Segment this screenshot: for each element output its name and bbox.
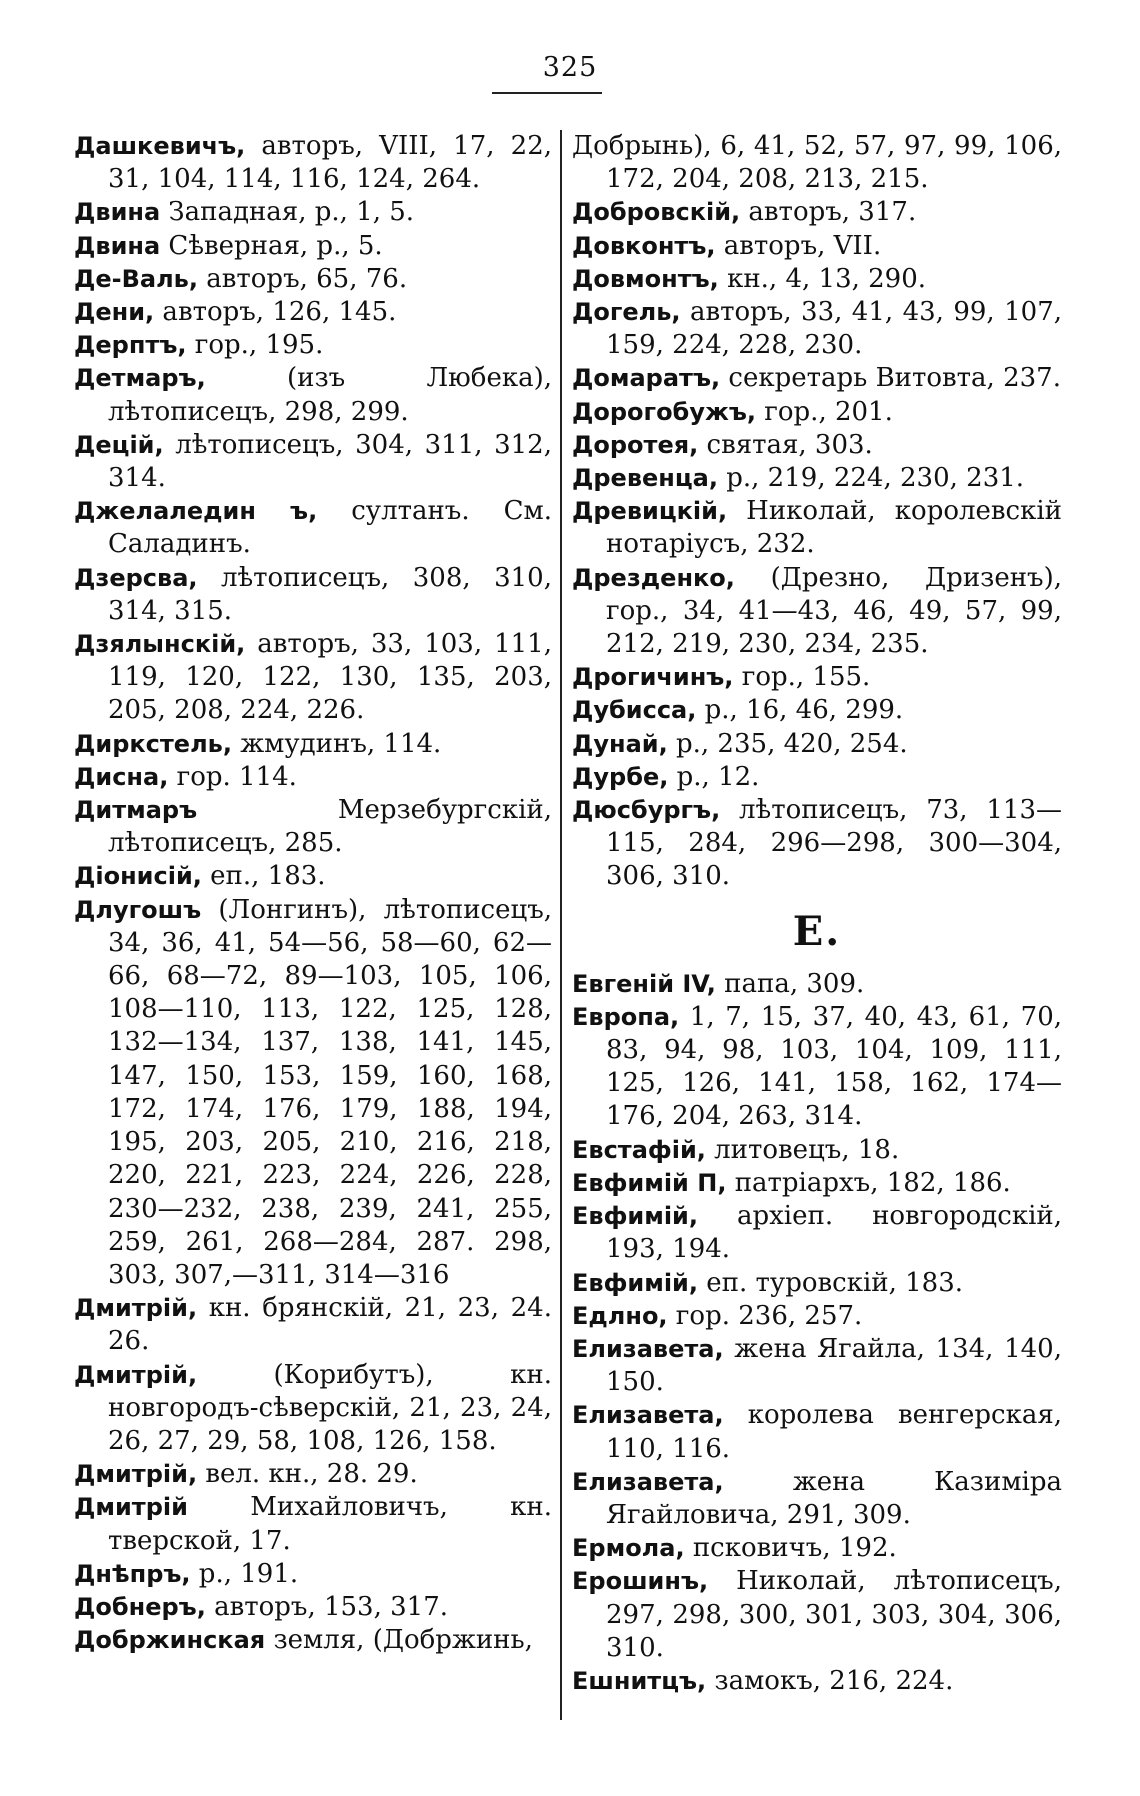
entry-text: архіеп. новгородскій, 193, 194. bbox=[606, 1201, 1062, 1265]
entry-headword: Дрогичинъ, bbox=[572, 663, 734, 692]
entry-headword: Дзерсва, bbox=[74, 563, 198, 592]
entry-text: (Дрезно, Дризенъ), гор., 34, 41—43, 46, 49, 57, 99, 212, 219, 230, 234, 235. bbox=[606, 562, 1062, 660]
index-entry bbox=[74, 196, 552, 229]
index-entry bbox=[74, 628, 552, 728]
entry-text: Западная, р., 1, 5. bbox=[160, 197, 415, 228]
index-entry bbox=[572, 495, 1062, 561]
entry-text: авторъ, 65, 76. bbox=[197, 263, 408, 294]
entry-text: замокъ, 216, 224. bbox=[706, 1665, 954, 1696]
entry-headword: Дмитрій bbox=[74, 1493, 188, 1522]
entry-text: кн., 4, 13, 290. bbox=[718, 263, 927, 294]
entry-text: Добрынь), 6, 41, 52, 57, 97, 99, 106, 172, 204, 208, 213, 215. bbox=[572, 131, 1062, 195]
entry-headword: Длугошъ bbox=[74, 895, 202, 924]
entry-text: кн. брянскій, 21, 23, 24. 26. bbox=[108, 1293, 552, 1357]
entry-text: 1, 7, 15, 37, 40, 43, 61, 70, 83, 94, 98, 103, 104, 109, 111, 125, 126, 141, 158, 162, 174—176, 204, 263, 314. bbox=[606, 1001, 1062, 1132]
entry-text: псковичъ, 192. bbox=[684, 1533, 897, 1564]
entry-text: гор. 236, 257. bbox=[667, 1300, 863, 1331]
entry-headword: Доротея, bbox=[572, 430, 699, 459]
entry-headword: Елизавета, bbox=[572, 1401, 724, 1430]
entry-headword: Диркстель, bbox=[74, 729, 232, 758]
entry-headword: Дунай, bbox=[572, 729, 668, 758]
entry-text: Николай, лѣтописецъ, 297, 298, 300, 301, 303, 304, 306, 310. bbox=[606, 1566, 1062, 1663]
entry-headword: Древенца, bbox=[572, 464, 718, 493]
entry-text: еп. туровскій, 183. bbox=[698, 1267, 964, 1298]
index-entry bbox=[74, 1292, 552, 1358]
entry-headword: Діонисій, bbox=[74, 862, 202, 891]
entry-text: султанъ. См. Саладинъ. bbox=[108, 496, 553, 560]
entry-text: авторъ, VIII, 17, 22, 31, 104, 114, 116, 124, 264. bbox=[108, 131, 552, 195]
index-entry bbox=[74, 860, 552, 893]
index-entry bbox=[74, 1624, 552, 1657]
index-entry bbox=[572, 130, 1062, 196]
entry-text: гор., 195. bbox=[186, 330, 324, 361]
entry-headword: Евстафій, bbox=[572, 1135, 706, 1164]
index-entry bbox=[572, 196, 1062, 229]
entry-headword: Дмитрій, bbox=[74, 1460, 198, 1489]
entry-text: жена Ягайла, 134, 140, 150. bbox=[606, 1333, 1062, 1398]
entry-text: земля, (Добржинь, bbox=[265, 1625, 533, 1656]
entry-headword: Дрезденко, bbox=[572, 563, 735, 592]
entry-headword: Двина bbox=[74, 198, 161, 227]
page-number: 325 bbox=[542, 52, 598, 83]
index-entry bbox=[74, 263, 552, 296]
entry-text: жена Казиміра Ягайловича, 291, 309. bbox=[606, 1466, 1062, 1530]
entry-text: вел. кн., 28. 29. bbox=[197, 1459, 418, 1490]
entry-headword: Довмонтъ, bbox=[572, 264, 719, 293]
entry-headword: Древицкій, bbox=[572, 497, 728, 526]
entry-headword: Ешнитцъ, bbox=[572, 1666, 707, 1695]
entry-text: (изъ Любека), лѣтописецъ, 298, 299. bbox=[108, 363, 552, 427]
entry-text: святая, 303. bbox=[698, 429, 873, 460]
entry-text: патріархъ, 182, 186. bbox=[726, 1167, 1011, 1198]
entry-text: авторъ, 33, 41, 43, 99, 107, 159, 224, 228, 230. bbox=[606, 297, 1062, 361]
entry-headword: Дубисса, bbox=[572, 696, 697, 725]
entry-headword: Де-Валь, bbox=[74, 264, 198, 293]
entry-text: гор. 114. bbox=[168, 761, 297, 792]
entry-text: (Корибутъ), кн. новгородъ-сѣверскій, 21, 23, 24, 26, 27, 29, 58, 108, 126, 158. bbox=[108, 1359, 552, 1456]
index-entry bbox=[572, 1200, 1062, 1266]
entry-text: авторъ, 126, 145. bbox=[154, 297, 397, 328]
index-entry bbox=[74, 1359, 552, 1459]
entry-text: авторъ, 317. bbox=[740, 197, 917, 228]
index-entry bbox=[572, 263, 1062, 296]
entry-text: авторъ, VII. bbox=[715, 230, 882, 261]
index-entry bbox=[572, 230, 1062, 263]
index-entry bbox=[74, 296, 552, 329]
index-entry bbox=[572, 1300, 1062, 1333]
index-entry bbox=[572, 661, 1062, 694]
entry-headword: Днѣпръ, bbox=[74, 1559, 191, 1588]
right-column-e-entries bbox=[572, 968, 1062, 1698]
entry-headword: Добровскій, bbox=[572, 198, 741, 227]
entry-headword: Дитмаръ bbox=[74, 796, 198, 825]
entry-headword: Двина bbox=[74, 231, 161, 260]
entry-headword: Евфимій, bbox=[572, 1268, 698, 1297]
entry-headword: Домаратъ, bbox=[572, 364, 721, 393]
index-entry bbox=[74, 130, 552, 196]
entry-headword: Добнеръ, bbox=[74, 1592, 206, 1621]
entry-text: (Лонгинъ), лѣтописецъ, 34, 36, 41, 54—56, 58—60, 62—66, 68—72, 89—103, 105, 106, 108—110, 113, 122, 125, 128, 132—134, 137, 138, 141, 145, 147, 150, 153, 159, 160, 168, 172, 174, 176, 179, 188, 194, 195, 203, 205, 210, 216, 218, 220, 221, 223, 224, 226, 228, 230—232, 238, 239, 241, 255, 259, 261, 268—284, 287. 298, 303, 307,—311, 314—316 bbox=[108, 894, 552, 1290]
entry-text: Мерзебургскій, лѣтописецъ, 285. bbox=[108, 795, 552, 859]
entry-headword: Дерптъ, bbox=[74, 331, 187, 360]
entry-text: Михайловичъ, кн. тверской, 17. bbox=[108, 1492, 552, 1556]
index-entry bbox=[572, 1665, 1062, 1698]
entry-headword: Едлно, bbox=[572, 1301, 668, 1330]
entry-text: гор., 201. bbox=[756, 396, 893, 427]
entry-headword: Децій, bbox=[74, 430, 164, 459]
entry-text: р., 16, 46, 299. bbox=[696, 695, 904, 726]
entry-text: секретарь Витовта, 237. bbox=[720, 363, 1061, 394]
entry-headword: Елизавета, bbox=[572, 1467, 724, 1496]
entry-headword: Дурбе, bbox=[572, 762, 669, 791]
entry-headword: Дисна, bbox=[74, 762, 169, 791]
index-entry bbox=[74, 1558, 552, 1591]
entry-text: жмудинъ, 114. bbox=[231, 728, 442, 759]
index-entry bbox=[572, 761, 1062, 794]
entry-headword: Ерошинъ, bbox=[572, 1567, 709, 1596]
left-column bbox=[74, 130, 552, 1657]
index-entry bbox=[74, 1458, 552, 1491]
index-entry bbox=[572, 1167, 1062, 1200]
entry-headword: Дашкевичъ, bbox=[74, 132, 246, 160]
index-entry bbox=[572, 562, 1062, 662]
entry-text: р., 12. bbox=[668, 761, 760, 792]
index-entry bbox=[74, 1591, 552, 1624]
index-entry bbox=[572, 728, 1062, 761]
section-letter-e: E. bbox=[792, 907, 842, 955]
entry-text: р., 191. bbox=[190, 1558, 299, 1589]
index-entry bbox=[74, 429, 552, 495]
index-entry bbox=[572, 396, 1062, 429]
index-entry bbox=[74, 495, 552, 561]
index-entry bbox=[74, 562, 552, 628]
entry-text: р., 219, 224, 230, 231. bbox=[717, 463, 1025, 494]
index-entry bbox=[572, 1565, 1062, 1665]
right-column-d-entries bbox=[572, 130, 1062, 894]
index-entry bbox=[572, 694, 1062, 727]
index-entry bbox=[572, 794, 1062, 894]
entry-text: лѣтописецъ, 73, 113—115, 284, 296—298, 300—304, 306, 310. bbox=[606, 795, 1062, 892]
entry-text: авторъ, 33, 103, 111, 119, 120, 122, 130, 135, 203, 205, 208, 224, 226. bbox=[108, 629, 552, 726]
entry-headword: Дзялынскій, bbox=[74, 630, 246, 659]
index-entry bbox=[572, 1466, 1062, 1532]
entry-text: р., 235, 420, 254. bbox=[667, 728, 908, 759]
index-entry bbox=[74, 728, 552, 761]
index-entry bbox=[74, 794, 552, 860]
header-rule bbox=[492, 92, 602, 94]
entry-headword: Европа, bbox=[572, 1002, 680, 1031]
entry-text: папа, 309. bbox=[715, 968, 865, 999]
index-entry bbox=[572, 1267, 1062, 1300]
entry-headword: Ермола, bbox=[572, 1534, 685, 1563]
entry-headword: Дорогобужъ, bbox=[572, 397, 756, 426]
index-entry bbox=[74, 362, 552, 428]
entry-headword: Дмитрій, bbox=[74, 1360, 198, 1389]
entry-headword: Довконтъ, bbox=[572, 231, 716, 260]
entry-headword: Дмитрій, bbox=[74, 1294, 198, 1323]
entry-headword: Евфимій П, bbox=[572, 1168, 727, 1197]
entry-text: Николай, королевскій нотаріусъ, 232. bbox=[606, 496, 1062, 560]
entry-text: Сѣверная, р., 5. bbox=[160, 230, 383, 261]
index-entry bbox=[572, 1001, 1062, 1134]
right-column bbox=[572, 130, 1062, 1698]
entry-text: лѣтописецъ, 308, 310, 314, 315. bbox=[108, 562, 552, 626]
index-entry bbox=[572, 296, 1062, 362]
entry-headword: Добржинская bbox=[74, 1626, 266, 1655]
index-entry bbox=[74, 894, 552, 1292]
entry-headword: Детмаръ, bbox=[74, 364, 206, 393]
entry-text: королева венгерская, 110, 116. bbox=[606, 1400, 1062, 1464]
index-entry bbox=[572, 429, 1062, 462]
entry-headword: Дени, bbox=[74, 298, 155, 327]
index-entry bbox=[74, 230, 552, 263]
entry-text: литовецъ, 18. bbox=[705, 1134, 900, 1165]
entry-text: лѣтописецъ, 304, 311, 312, 314. bbox=[108, 429, 552, 494]
index-entry bbox=[572, 462, 1062, 495]
entry-headword: Евгеній IV, bbox=[572, 969, 716, 998]
index-entry bbox=[74, 329, 552, 362]
entry-text: авторъ, 153, 317. bbox=[205, 1591, 449, 1622]
entry-headword: Елизавета, bbox=[572, 1334, 724, 1363]
index-entry bbox=[74, 1491, 552, 1557]
entry-headword: Евфимій, bbox=[572, 1202, 698, 1231]
entry-headword: Догель, bbox=[572, 298, 681, 327]
index-entry bbox=[74, 761, 552, 794]
column-divider bbox=[560, 130, 562, 1720]
entry-headword: Дюсбургъ, bbox=[572, 796, 721, 825]
index-entry bbox=[572, 1532, 1062, 1565]
entry-text: еп., 183. bbox=[201, 861, 326, 892]
index-entry bbox=[572, 1134, 1062, 1167]
entry-headword: Джелаледин ъ, bbox=[74, 497, 318, 526]
index-entry bbox=[572, 1333, 1062, 1399]
index-entry bbox=[572, 362, 1062, 395]
index-entry bbox=[572, 1399, 1062, 1465]
index-entry bbox=[572, 968, 1062, 1001]
entry-text: гор., 155. bbox=[733, 662, 871, 693]
